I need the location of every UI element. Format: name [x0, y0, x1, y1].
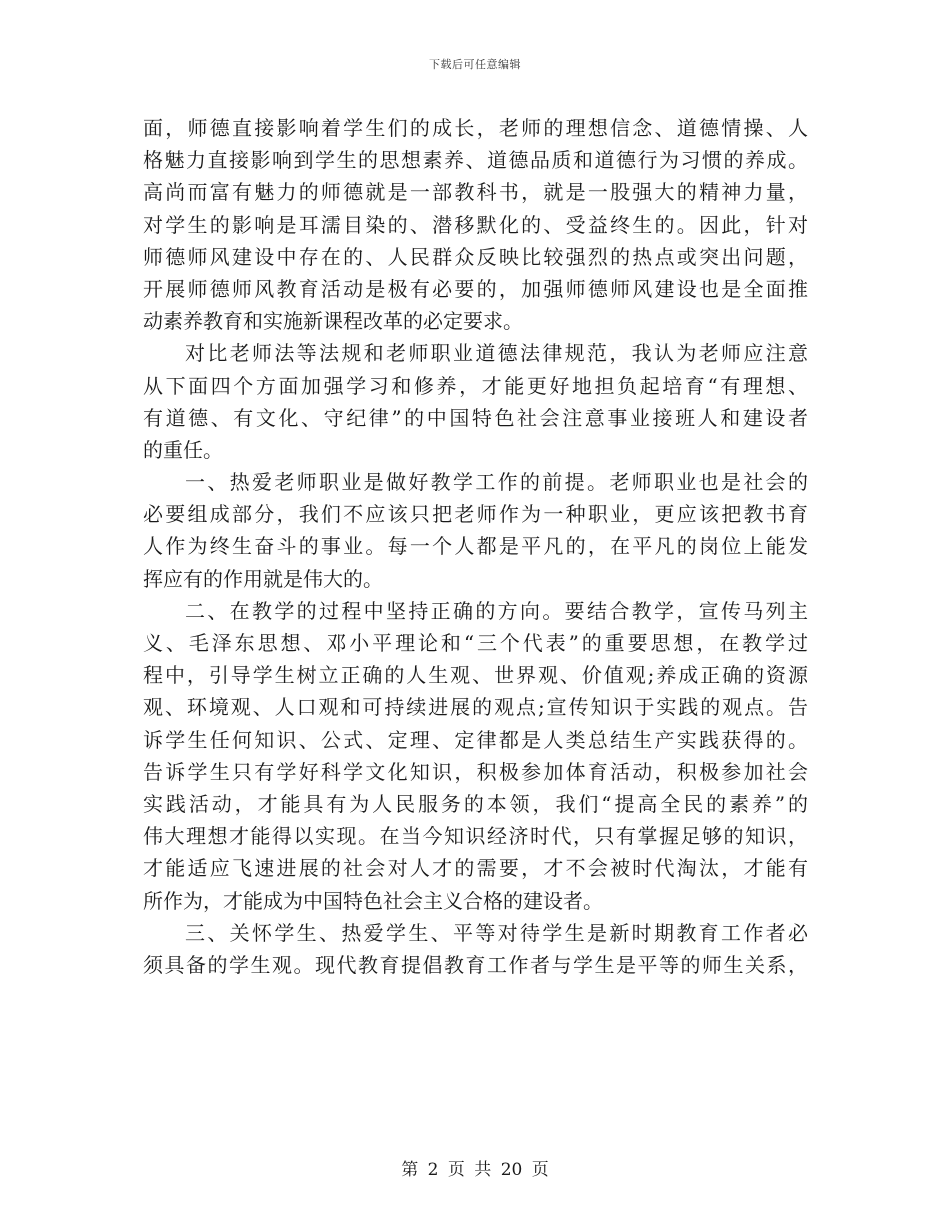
text-line: 人作为终生奋斗的事业。每一个人都是平凡的，在平凡的岗位上能发 [143, 534, 808, 559]
text-line: 程中，引导学生树立正确的人生观、世界观、价值观;养成正确的资源 [143, 663, 808, 688]
text-line: 三、关怀学生、热爱学生、平等对待学生是新时期教育工作者必 [185, 920, 808, 945]
page-footer: 第 2 页 共 20 页 [401, 1160, 549, 1180]
text-line: 从下面四个方面加强学习和修养，才能更好地担负起培育“有理想、 [143, 373, 808, 398]
text-line: 开展师德师风教育活动是极有必要的，加强师德师风建设也是全面推 [143, 276, 808, 301]
text-line: 动素养教育和实施新课程改革的必定要求。 [143, 309, 523, 334]
text-line: 实践活动，才能具有为人民服务的本领，我们“提高全民的素养”的 [143, 791, 808, 816]
text-line: 告诉学生只有学好科学文化知识，积极参加体育活动，积极参加社会 [143, 759, 808, 784]
text-line: 须具备的学生观。现代教育提倡教育工作者与学生是平等的师生关系， [143, 952, 808, 977]
text-line: 所作为，才能成为中国特色社会主义合格的建设者。 [143, 888, 603, 913]
text-line: 的重任。 [143, 437, 223, 462]
text-line: 师德师风建设中存在的、人民群众反映比较强烈的热点或突出问题， [143, 244, 808, 269]
text-line: 才能适应飞速进展的社会对人才的需要，才不会被时代淘汰，才能有 [143, 856, 808, 881]
text-line: 观、环境观、人口观和可持续进展的观点;宣传知识于实践的观点。告 [143, 695, 808, 720]
text-line: 伟大理想才能得以实现。在当今知识经济时代，只有掌握足够的知识， [143, 824, 808, 849]
page-header: 下载后可任意编辑 [429, 58, 521, 71]
text-line: 挥应有的作用就是伟大的。 [143, 566, 383, 591]
text-line: 面，师德直接影响着学生们的成长，老师的理想信念、道德情操、人 [143, 116, 808, 140]
text-line: 对学生的影响是耳濡目染的、潜移默化的、受益终生的。因此，针对 [143, 212, 808, 237]
text-line: 义、毛泽东思想、邓小平理论和“三个代表”的重要思想，在教学过 [143, 631, 808, 655]
document-body [143, 112, 808, 981]
text-line: 二、在教学的过程中坚持正确的方向。要结合教学，宣传马列主 [185, 598, 808, 623]
text-line: 格魅力直接影响到学生的思想素养、道德品质和道德行为习惯的养成。 [143, 148, 808, 173]
text-line: 对比老师法等法规和老师职业道德法律规范，我认为老师应注意 [185, 341, 808, 366]
text-line: 一、热爱老师职业是做好教学工作的前提。老师职业也是社会的 [185, 470, 808, 495]
text-line: 有道德、有文化、守纪律”的中国特色社会注意事业接班人和建设者 [143, 405, 808, 430]
text-line: 诉学生任何知识、公式、定理、定律都是人类总结生产实践获得的。 [143, 727, 808, 752]
text-line: 必要组成部分，我们不应该只把老师作为一种职业，更应该把教书育 [143, 502, 808, 527]
text-line: 高尚而富有魅力的师德就是一部教科书，就是一股强大的精神力量， [143, 180, 808, 205]
